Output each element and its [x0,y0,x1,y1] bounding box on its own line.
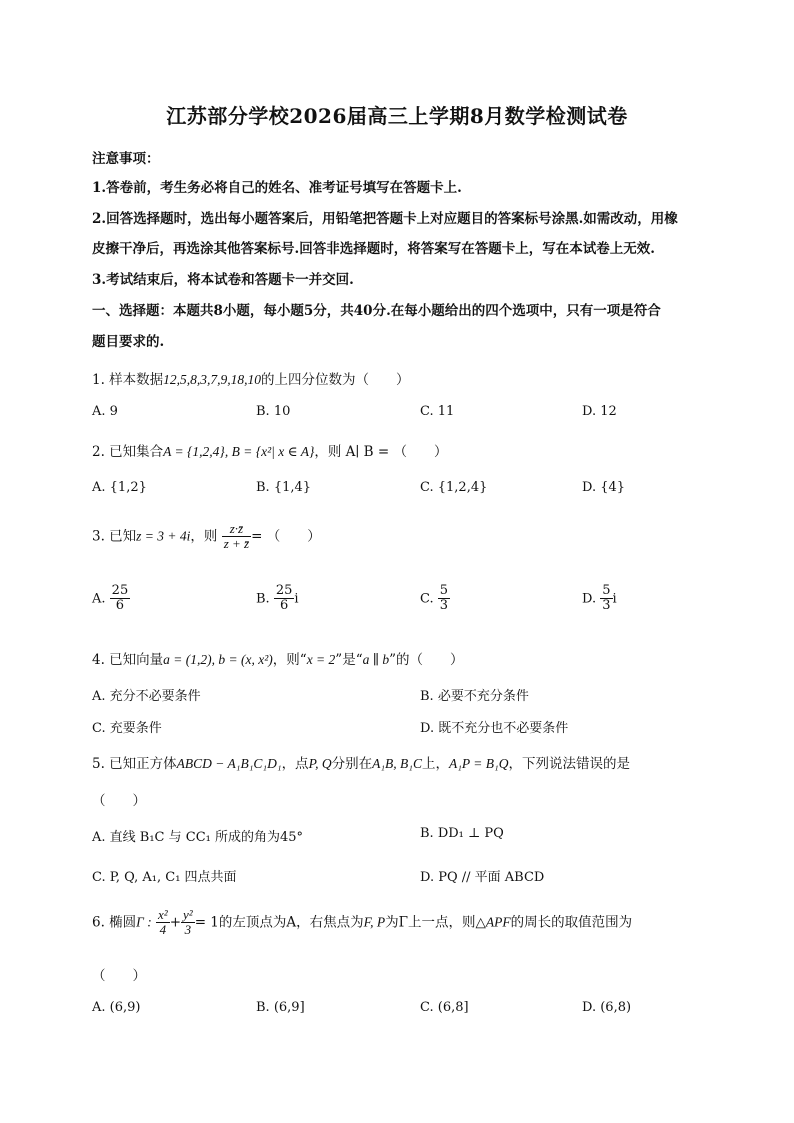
question-1: 1. 样本数据12,5,8,3,7,9,18,10的上四分位数为（ ） [92,372,410,388]
notice-item-3: 3.考试结束后，将本试卷和答题卡一并交回. [92,272,354,288]
q2-option-c: C. {1,2,4} [420,480,488,495]
notice-item-2: 2.回答选择题时，选出每小题答案后，用铅笔把答题卡上对应题目的答案标号涂黑.如需改动，用橡 [92,211,678,227]
question-4: 4. 已知向量a = (1,2), b = (x, x²)，则“x = 2”是“a ∥ b”的（ ） [92,652,464,668]
q3-option-b: B. $\frac{25}{6}$ i [256,583,299,614]
section-heading-cont: 题目要求的. [92,334,165,350]
question-6-cont: （ ） [92,968,146,984]
q2-option-d: D. {4} [582,480,626,495]
question-6: 6. 椭圆Γ : $\frac{\text{x²}}{4}$ + $\frac{\text{y²}}{3}$ = 1的左顶点为A，右焦点为F, P为Γ上一点，则△APF的周长的取值范围为 [92,907,633,938]
q6-option-d: D. (6,8) [582,1000,632,1015]
q1-option-d: D. 12 [582,404,617,419]
section-heading: 一、选择题：本题共8小题，每小题5分，共40分.在每小题给出的四个选项中，只有一项是符合 [92,303,661,319]
q3-option-a: A. $\frac{25}{6}$ [92,583,129,614]
q4-option-b: B. 必要不充分条件 [420,689,529,704]
exam-title: 江苏部分学校2026届高三上学期8月数学检测试卷 [166,104,628,128]
q3-option-c: C. $\frac{5}{3}$ [420,583,449,614]
q5-option-b: B. DD₁ ⊥ PQ [420,826,504,841]
q6-option-a: A. (6,9) [92,1000,141,1015]
q4-option-a: A. 充分不必要条件 [92,689,201,704]
q6-option-c: C. (6,8] [420,1000,469,1015]
question-3: 3. 已知z = 3 + 4i，则 $\frac{z\cdot z̄}{z + z̄}$ = （ ） [92,521,321,552]
q1-option-b: B. 10 [256,404,291,419]
q3-option-d: D. $\frac{5}{3}$ i [582,583,617,614]
question-5-cont: （ ） [92,793,146,809]
notice-item-1: 1.答卷前，考生务必将自己的姓名、准考证号填写在答题卡上. [92,180,462,196]
q2-option-b: B. {1,4} [256,480,312,495]
q2-option-a: A. {1,2} [92,480,147,495]
notice-heading: 注意事项： [92,151,160,167]
q5-option-d: D. PQ // 平面 ABCD [420,870,545,885]
q4-option-d: D. 既不充分也不必要条件 [420,721,569,736]
question-2: 2. 已知集合A = {1,2,4}, B = {x²| x ∈ A}，则 A∣ B = （ ） [92,444,448,460]
q5-option-a: A. 直线 B₁C 与 CC₁ 所成的角为45° [92,830,304,845]
q6-option-b: B. (6,9] [256,1000,305,1015]
q1-option-c: C. 11 [420,404,455,419]
q3-fraction: $\frac{z\cdot z̄}{z + z̄}$ [223,521,250,552]
q1-option-a: A. 9 [92,404,118,419]
q5-option-c: C. P, Q, A₁, C₁ 四点共面 [92,870,237,885]
notice-item-2-cont: 皮擦干净后，再选涂其他答案标号.回答非选择题时，将答案写在答题卡上，写在本试卷上无效. [92,241,655,257]
question-5: 5. 已知正方体ABCD − A₁B₁C₁D₁，点P, Q分别在A₁B, B₁C上，A₁P = B₁Q，下列说法错误的是 [92,756,630,772]
q4-option-c: C. 充要条件 [92,721,162,736]
